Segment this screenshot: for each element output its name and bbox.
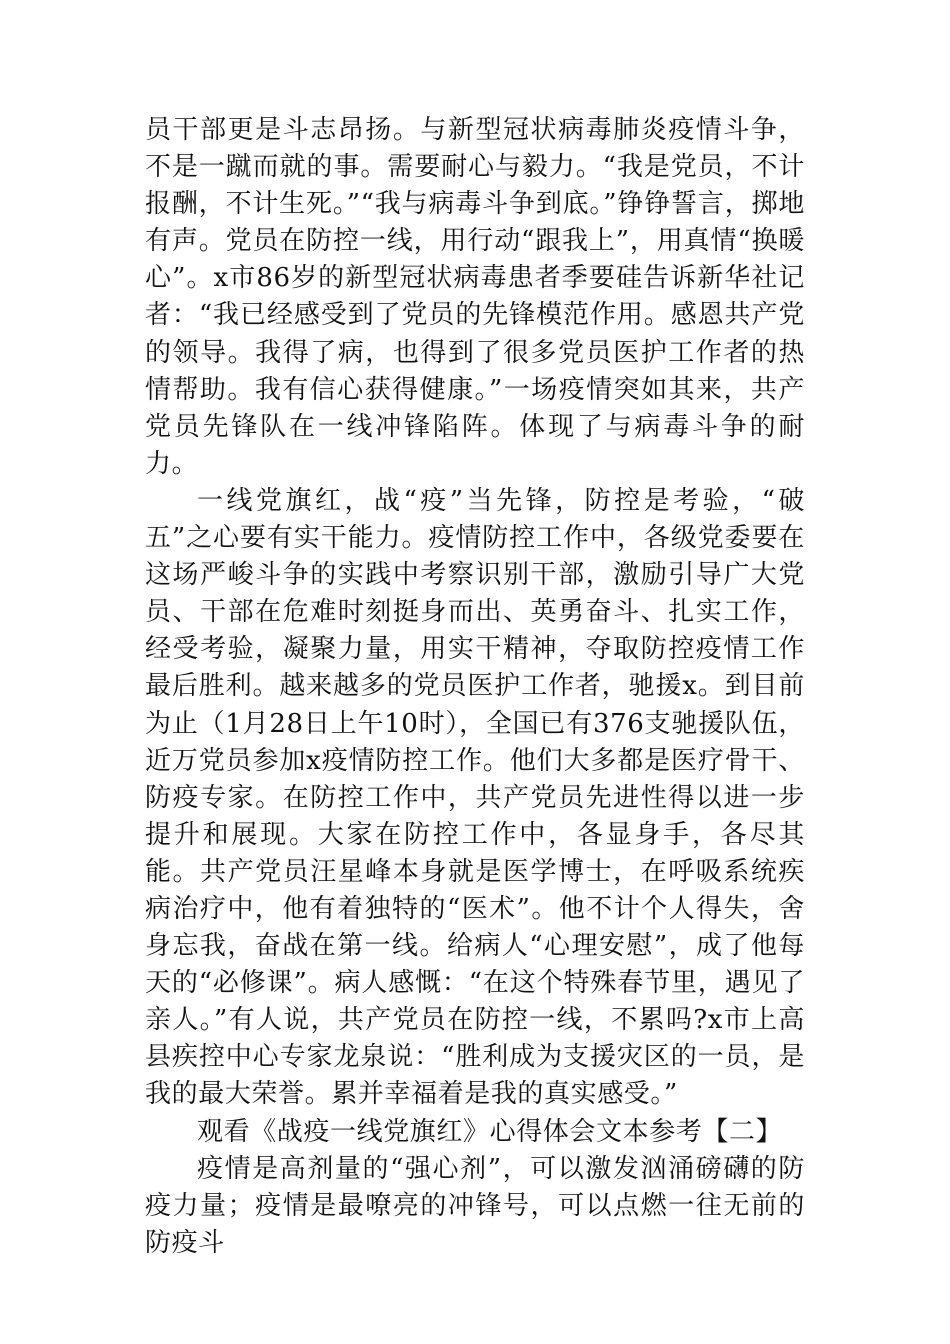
- paragraph-continuation: 员干部更是斗志昂扬。与新型冠状病毒肺炎疫情斗争，不是一蹴而就的事。需要耐心与毅力。“我是党员，不计报酬，不计生死。”“我与病毒斗争到底。”铮铮誓言，掷地有声。党员在防控一线，用行动“跟我上”，用真情“换暖心”。x市86岁的新型冠状病毒患者季要硅告诉新华社记者：“我已经感受到了党员的先锋模范作用。感恩共产党的领导。我得了病，也得到了很多党员医护工作者的热情帮助。我有信心获得健康。”一场疫情突如其来，共产党员先锋队在一线冲锋陷阵。体现了与病毒斗争的耐力。: [145, 115, 805, 479]
- paragraph-epidemic: 疫情是高剂量的“强心剂”，可以激发汹涌磅礴的防疫力量；疫情是最嘹亮的冲锋号，可以点燃一往无前的防疫斗: [145, 1153, 805, 1258]
- section-heading: 观看《战疫一线党旗红》心得体会文本参考【二】: [197, 1116, 783, 1147]
- document-page: [145, 112, 805, 1262]
- paragraph-frontline: 一线党旗红，战“疫”当先锋，防控是考验，“破五”之心要有实干能力。疫情防控工作中，各级党委要在这场严峻斗争的实践中考察识别干部，激励引导广大党员、干部在危难时刻挺身而出、英勇奋斗、扎实工作，经受考验，凝聚力量，用实干精神，夺取防控疫情工作最后胜利。越来越多的党员医护工作者，驰援x。到目前为止（1月28日上午10时），全国已有376支驰援队伍，近万党员参加x疫情防控工作。他们大多都是医疗骨干、防疫专家。在防控工作中，共产党员先进性得以进一步提升和展现。大家在防控工作中，各显身手，各尽其能。共产党员汪星峰本身就是医学博士，在呼吸系统疾病治疗中，他有着独特的“医术”。他不计个人得失，舍身忘我，奋战在第一线。给病人“心理安慰”，成了他每天的“必修课”。病人感慨：“在这个特殊春节里，遇见了亲人。”有人说，共产党员在防控一线，不累吗?x市上高县疾控中心专家龙泉说：“胜利成为支援灾区的一员，是我的最大荣誉。累并幸福着是我的真实感受。”: [145, 485, 805, 1110]
